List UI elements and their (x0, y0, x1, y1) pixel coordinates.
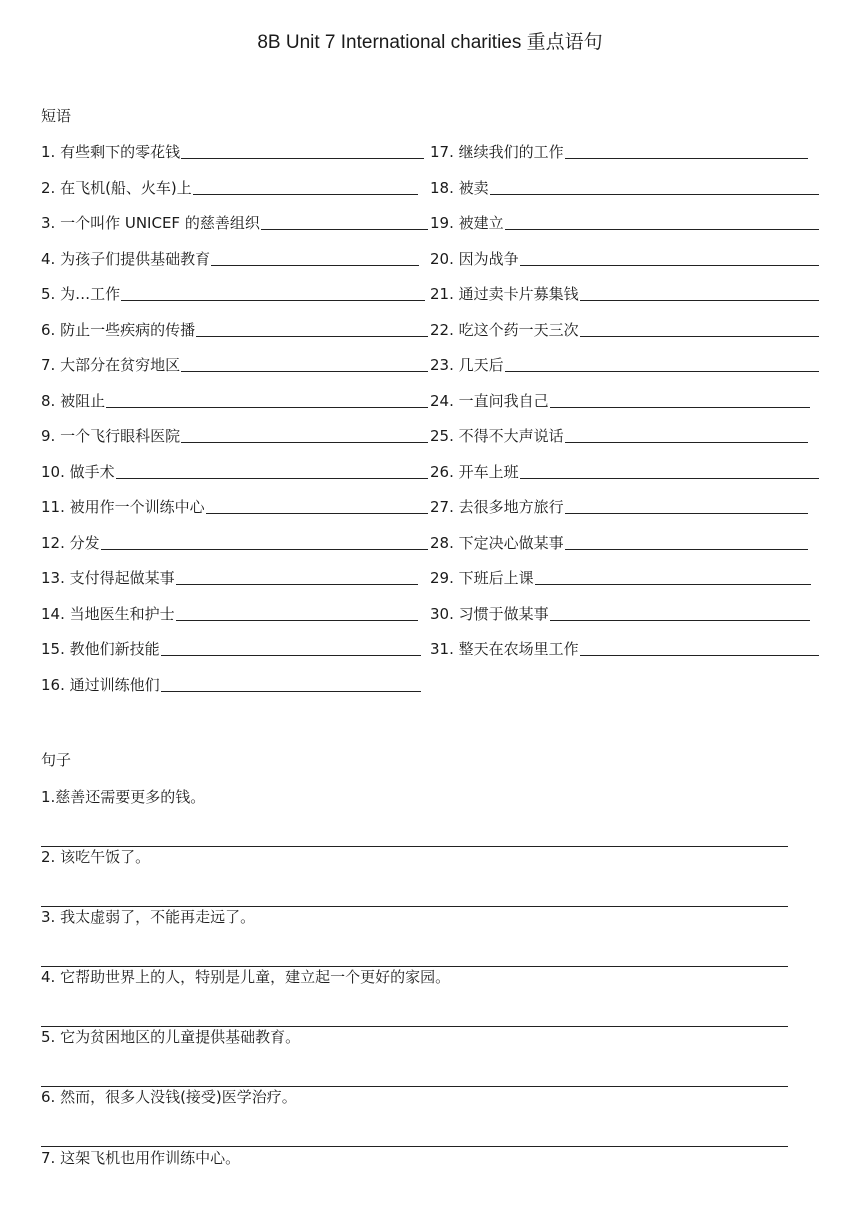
answer-blank[interactable] (106, 391, 428, 408)
phrase-label: 23. 几天后 (430, 356, 504, 374)
phrase-label: 4. 为孩子们提供基础教育 (41, 249, 211, 268)
phrase-item (430, 639, 819, 675)
answer-blank[interactable] (550, 604, 810, 621)
phrase-label: 18. 被卖 (430, 178, 489, 197)
phrase-item (430, 320, 819, 356)
sentences-heading: 句子 (41, 751, 72, 769)
phrase-item (430, 497, 819, 533)
phrase-item (41, 639, 428, 675)
phrase-label: 8. 被阻止 (41, 391, 106, 410)
phrase-label: 21. 通过卖卡片募集钱 (430, 285, 579, 303)
phrase-label: 19. 被建立 (430, 214, 504, 232)
phrase-item (41, 320, 428, 356)
phrase-label: 30. 习惯于做某事 (430, 604, 549, 623)
phrase-item (41, 213, 428, 249)
phrase-item (430, 568, 819, 604)
phrase-item (430, 284, 819, 320)
phrase-item (430, 142, 819, 178)
sentence-prompt: 7. 这架飞机也用作训练中心。 (41, 1149, 241, 1167)
answer-blank[interactable] (565, 142, 808, 159)
answer-blank[interactable] (121, 284, 425, 301)
phrase-label: 3. 一个叫作 UNICEF 的慈善组织 (41, 214, 260, 232)
page-title: 8B Unit 7 International charities 重点语句 (257, 32, 603, 53)
phrase-item (430, 355, 819, 391)
answer-blank[interactable] (176, 604, 418, 621)
answer-line[interactable] (41, 891, 788, 907)
phrase-label: 5. 为…工作 (41, 285, 121, 303)
phrases-left-column (41, 142, 428, 710)
answer-blank[interactable] (520, 462, 819, 479)
answer-blank[interactable] (505, 213, 819, 230)
phrase-item (41, 142, 428, 178)
phrase-label: 15. 教他们新技能 (41, 640, 160, 658)
phrase-item (430, 462, 819, 498)
answer-blank[interactable] (161, 675, 421, 692)
sentence-item (41, 967, 788, 1027)
phrase-label: 1. 有些剩下的零花钱 (41, 143, 181, 161)
sentence-prompt: 6. 然而，很多人没钱(接受)医学治疗。 (41, 1088, 297, 1106)
phrase-label: 7. 大部分在贫穷地区 (41, 356, 181, 374)
sentence-prompt: 2. 该吃午饭了。 (41, 848, 151, 866)
answer-blank[interactable] (193, 178, 418, 195)
phrase-item (430, 213, 819, 249)
answer-blank[interactable] (580, 639, 819, 656)
phrase-item (41, 426, 428, 462)
answer-blank[interactable] (550, 391, 810, 408)
phrase-item (430, 249, 819, 285)
phrase-item (41, 391, 428, 427)
answer-blank[interactable] (161, 639, 421, 656)
sentence-item (41, 1027, 788, 1087)
phrase-label: 25. 不得不大声说话 (430, 427, 564, 445)
phrase-label: 10. 做手术 (41, 462, 115, 481)
phrase-item (41, 533, 428, 569)
phrase-label: 31. 整天在农场里工作 (430, 640, 579, 658)
answer-blank[interactable] (261, 213, 428, 230)
phrase-label: 22. 吃这个药一天三次 (430, 320, 579, 339)
phrase-item (430, 426, 819, 462)
phrase-label: 16. 通过训练他们 (41, 675, 160, 694)
answer-line[interactable] (41, 951, 788, 967)
sentence-prompt: 4. 它帮助世界上的人，特别是儿童，建立起一个更好的家园。 (41, 968, 451, 986)
answer-line[interactable] (41, 1131, 788, 1147)
answer-blank[interactable] (101, 533, 428, 550)
phrase-label: 11. 被用作一个训练中心 (41, 498, 205, 516)
phrase-item (41, 355, 428, 391)
phrase-item (430, 391, 819, 427)
phrase-label: 14. 当地医生和护士 (41, 604, 175, 623)
phrase-item (41, 462, 428, 498)
phrase-item (430, 178, 819, 214)
phrase-label: 6. 防止一些疾病的传播 (41, 320, 196, 339)
phrase-label: 28. 下定决心做某事 (430, 533, 564, 552)
answer-blank[interactable] (211, 249, 419, 266)
answer-blank[interactable] (176, 568, 418, 585)
answer-blank[interactable] (196, 320, 428, 337)
phrase-item (430, 604, 819, 640)
answer-blank[interactable] (505, 355, 819, 372)
answer-blank[interactable] (181, 426, 428, 443)
answer-blank[interactable] (206, 497, 428, 514)
phrases-right-column (430, 142, 819, 675)
answer-blank[interactable] (181, 355, 428, 372)
sentence-prompt: 5. 它为贫困地区的儿童提供基础教育。 (41, 1028, 301, 1046)
answer-blank[interactable] (565, 497, 808, 514)
phrase-item (41, 675, 428, 711)
sentence-item (41, 847, 788, 907)
phrases-heading: 短语 (41, 107, 72, 125)
sentence-prompt: 1.慈善还需要更多的钱。 (41, 788, 206, 806)
phrase-item (41, 568, 428, 604)
sentence-prompt: 3. 我太虚弱了，不能再走远了。 (41, 908, 256, 926)
phrase-item (41, 249, 428, 285)
phrase-label: 24. 一直问我自己 (430, 391, 549, 410)
answer-line[interactable] (41, 1071, 788, 1087)
answer-blank[interactable] (580, 284, 819, 301)
answer-blank[interactable] (490, 178, 819, 195)
phrase-label: 20. 因为战争 (430, 249, 519, 268)
answer-blank[interactable] (565, 426, 808, 443)
phrase-label: 29. 下班后上课 (430, 569, 534, 587)
answer-blank[interactable] (520, 249, 819, 266)
phrase-item (41, 284, 428, 320)
phrase-label: 9. 一个飞行眼科医院 (41, 427, 181, 445)
answer-line[interactable] (41, 831, 788, 847)
answer-blank[interactable] (535, 568, 811, 585)
answer-line[interactable] (41, 1011, 788, 1027)
phrase-item (41, 604, 428, 640)
phrase-label: 26. 开车上班 (430, 462, 519, 481)
sentence-item (41, 907, 788, 967)
answer-blank[interactable] (181, 142, 424, 159)
phrase-label: 27. 去很多地方旅行 (430, 498, 564, 516)
phrase-item (430, 533, 819, 569)
phrase-item (41, 178, 428, 214)
answer-blank[interactable] (565, 533, 808, 550)
phrase-label: 13. 支付得起做某事 (41, 569, 175, 587)
sentence-item (41, 787, 788, 847)
phrase-label: 17. 继续我们的工作 (430, 143, 564, 161)
sentence-item (41, 1148, 788, 1168)
sentence-item (41, 1087, 788, 1147)
answer-blank[interactable] (580, 320, 819, 337)
phrase-item (41, 497, 428, 533)
answer-blank[interactable] (116, 462, 428, 479)
phrase-label: 2. 在飞机(船、火车)上 (41, 178, 192, 197)
phrase-label: 12. 分发 (41, 533, 100, 552)
